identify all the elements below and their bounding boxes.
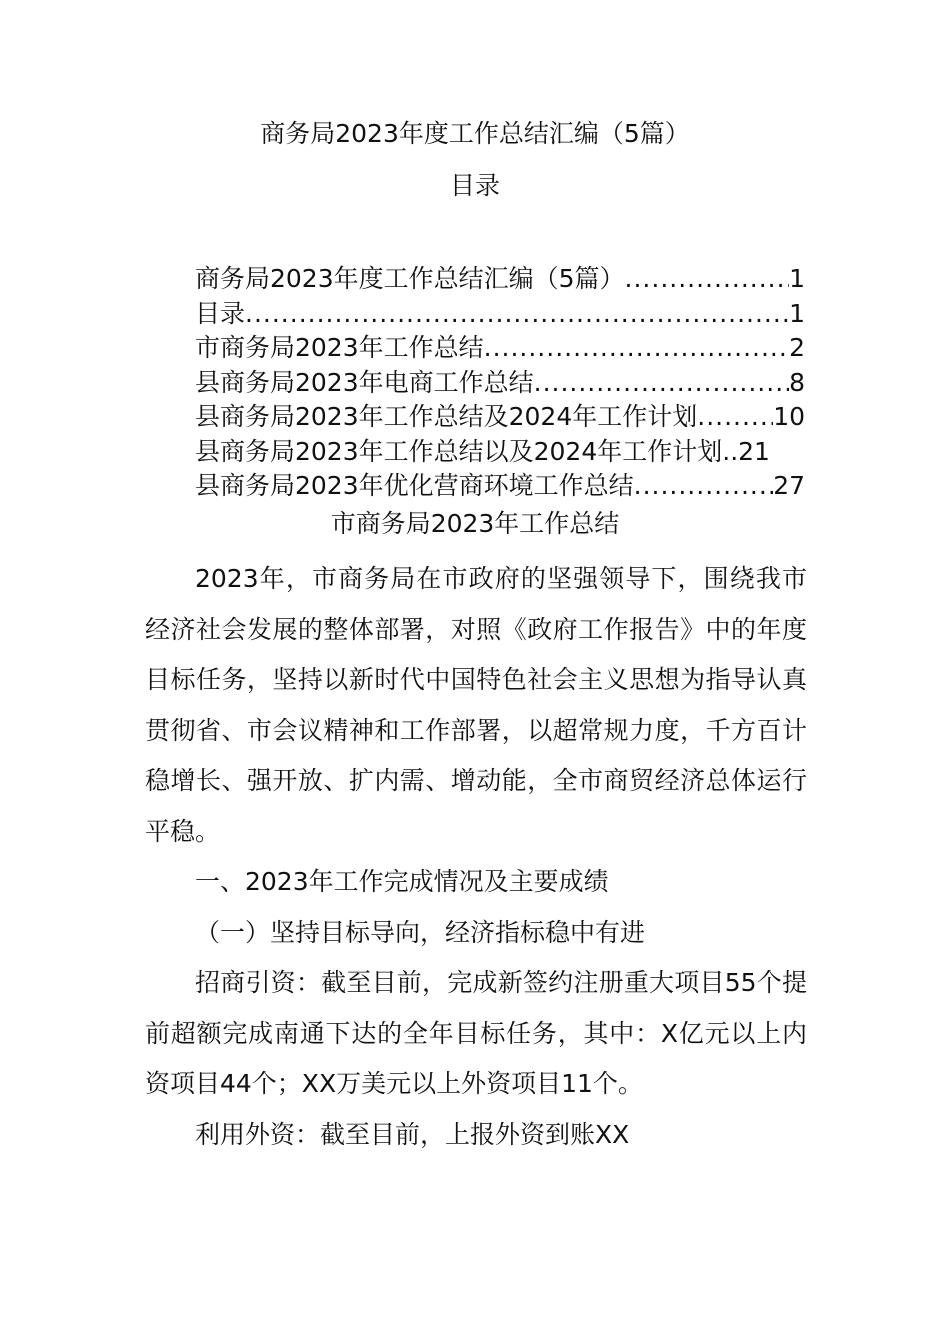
toc-entry-page: .21 [730, 436, 770, 466]
toc-leader-dots [625, 262, 790, 297]
toc-leader-dots [534, 366, 789, 401]
toc-entry-page: 27 [773, 471, 805, 500]
toc-heading: 目录 [449, 171, 500, 200]
table-of-contents [195, 262, 805, 504]
toc-entry[interactable] [195, 297, 805, 332]
toc-entry-title: 商务局2023年度工作总结汇编（5篇） [195, 264, 625, 293]
paragraph-heading: 一、2023年工作完成情况及主要成绩 [195, 867, 609, 896]
paragraph-subheading: （一）坚持目标导向，经济指标稳中有进 [195, 917, 646, 947]
body-text [145, 554, 807, 1160]
toc-entry-page: 10 [773, 402, 805, 431]
toc-leader-dots [245, 297, 789, 332]
toc-entry-page: 2 [789, 333, 805, 362]
toc-entry[interactable] [195, 262, 805, 297]
toc-entry-title: 县商务局2023年电商工作总结 [195, 367, 534, 397]
document-title: 商务局2023年度工作总结汇编（5篇） [260, 119, 690, 148]
paragraph: 利用外资：截至目前，上报外资到账XX [195, 1119, 630, 1149]
paragraph: 招商引资：截至目前，完成新签约注册重大项目55个提前超额完成南通下达的全年目标任务，其中：X亿元以上内资项目44个；XX万美元以上外资项目11个。 [145, 968, 807, 1098]
toc-entry-title: 县商务局2023年优化营商环境工作总结 [195, 471, 634, 500]
toc-entry[interactable] [195, 331, 805, 366]
toc-leader-dots [634, 469, 774, 504]
toc-entry-title: 县商务局2023年工作总结以及2024年工作计划. [195, 436, 731, 466]
toc-entry-page: 8 [789, 367, 805, 397]
toc-entry[interactable] [195, 435, 805, 470]
toc-entry[interactable] [195, 400, 805, 435]
toc-entry[interactable] [195, 366, 805, 401]
toc-entry[interactable] [195, 469, 805, 504]
paragraph: 2023年，市商务局在市政府的坚强领导下，围绕我市经济社会发展的整体部署，对照《政府工作报告》中的年度目标任务，坚持以新时代中国特色社会主义思想为指导认真贯彻省、市会议精神和工作部署，以超常规力度，千方百计稳增长、强开放、扩内需、增动能，全市商贸经济总体运行平稳。 [145, 564, 807, 846]
toc-entry-title: 市商务局2023年工作总结 [195, 333, 484, 362]
toc-entry-page: 1 [789, 298, 805, 328]
toc-entry-page: 1 [789, 264, 805, 293]
toc-leader-dots [484, 331, 789, 366]
toc-entry-title: 目录 [195, 298, 246, 328]
toc-entry-title: 县商务局2023年工作总结及2024年工作计划 [195, 402, 698, 431]
section-heading: 市商务局2023年工作总结 [330, 509, 620, 538]
toc-leader-dots [697, 400, 773, 435]
